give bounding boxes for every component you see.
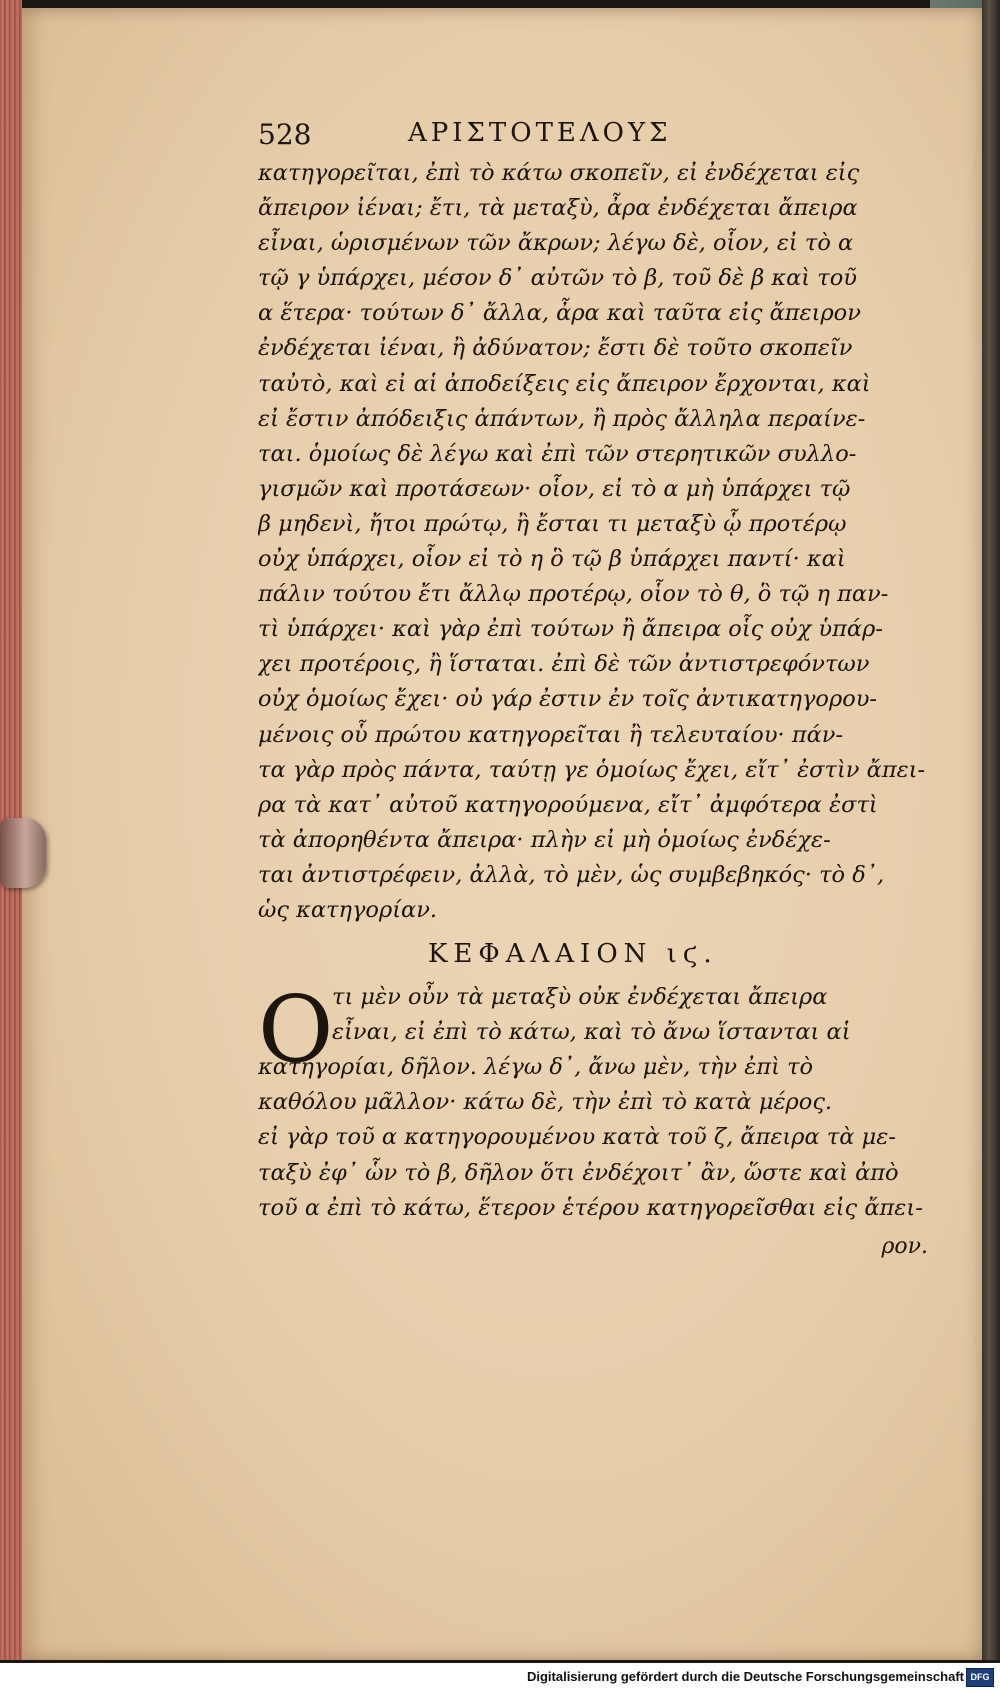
body-line: β μηδενὶ, ἤτοι πρώτῳ, ἢ ἔσται τι μεταξὺ ᾧ προτέρῳ: [258, 510, 847, 537]
body-line: μένοις οὗ πρώτου κατηγορεῖται ἢ τελευταίου· πάν-: [258, 721, 844, 748]
body-line: τὰ ἀπορηθέντα ἄπειρα· πλὴν εἰ μὴ ὁμοίως ἐνδέχε-: [258, 826, 831, 853]
body-line: τὶ ὑπάρχει· καὶ γὰρ ἐπὶ τούτων ἢ ἄπειρα οἷς οὐχ ὑπάρ-: [258, 616, 883, 643]
body-line: α ἕτερα· τούτων δ᾽ ἄλλα, ἆρα καὶ ταῦτα εἰς ἄπειρον: [258, 300, 861, 327]
body-line: τῷ γ ὑπάρχει, μέσον δ᾽ αὐτῶν τὸ β, τοῦ δὲ β καὶ τοῦ: [258, 265, 857, 292]
book-clasp: [0, 818, 46, 888]
dfg-logo-icon: DFG: [966, 1668, 994, 1687]
body-line: οὐχ ὑπάρχει, οἷον εἰ τὸ η ὃ τῷ β ὑπάρχει παντί· καὶ: [258, 546, 846, 573]
page-number: 528: [258, 118, 312, 151]
chapter-heading: ΚΕΦΑΛΑΙΟΝ ιϛ.: [428, 939, 718, 970]
funding-credit: Digitalisierung gefördert durch die Deutsche Forschungsgemeinschaft: [526, 1669, 964, 1684]
running-title: ΑΡΙΣΤΟΤΕΛΟΥΣ: [408, 118, 672, 148]
body-line: εἶναι, εἰ ἐπὶ τὸ κάτω, καὶ τὸ ἄνω ἵστανται αἱ: [332, 1019, 851, 1046]
body-line: ται. ὁμοίως δὲ λέγω καὶ ἐπὶ τῶν στερητικῶν συλλο-: [258, 440, 857, 467]
body-line: χει προτέροις, ἢ ἵσταται. ἐπὶ δὲ τῶν ἀντιστρεφόντων: [258, 651, 870, 678]
body-line: τι μὲν οὖν τὰ μεταξὺ οὐκ ἐνδέχεται ἄπειρα: [332, 984, 828, 1011]
body-line: ται ἀντιστρέφειν, ἀλλὰ, τὸ μὲν, ὡς συμβεβηκός· τὸ δ᾽,: [258, 861, 885, 888]
catchword: ρον.: [881, 1233, 928, 1259]
body-line: ἐνδέχεται ἰέναι, ἢ ἀδύνατον; ἔστι δὲ τοῦτο σκοπεῖν: [258, 335, 853, 362]
body-line: ἄπειρον ἰέναι; ἔτι, τὰ μεταξὺ, ἆρα ἐνδέχεται ἄπειρα: [258, 195, 858, 222]
body-line: ρα τὰ κατ᾽ αὐτοῦ κατηγορούμενα, εἴτ᾽ ἀμφότερα ἐστὶ: [258, 791, 878, 818]
body-line: εἶναι, ὡρισμένων τῶν ἄκρων; λέγω δὲ, οἷον, εἰ τὸ α: [258, 230, 854, 257]
body-line: οὐχ ὁμοίως ἔχει· οὐ γάρ ἐστιν ἐν τοῖς ἀντικατηγορου-: [258, 686, 878, 713]
body-line: καθόλου μᾶλλον· κάτω δὲ, τὴν ἐπὶ τὸ κατὰ μέρος.: [258, 1089, 833, 1116]
page-gutter-edge: [982, 0, 1000, 1660]
body-text: [258, 156, 948, 928]
drop-cap-initial: Ο: [258, 976, 334, 1084]
body-line: εἰ γὰρ τοῦ α κατηγορουμένου κατὰ τοῦ ζ, ἄπειρα τὰ με-: [258, 1124, 896, 1151]
body-line: ὡς κατηγορίαν.: [258, 896, 438, 923]
body-line: κατηγορίαι, δῆλον. λέγω δ᾽, ἄνω μὲν, τὴν ἐπὶ τὸ: [258, 1054, 814, 1081]
body-line: ταξὺ ἐφ᾽ ὧν τὸ β, δῆλον ὅτι ἐνδέχοιτ᾽ ἂν, ὥστε καὶ ἀπὸ: [258, 1159, 899, 1186]
body-line: τοῦ α ἐπὶ τὸ κάτω, ἕτερον ἑτέρου κατηγορεῖσθαι εἰς ἄπει-: [258, 1194, 923, 1221]
running-head: [258, 112, 948, 156]
body-line: γισμῶν καὶ προτάσεων· οἷον, εἰ τὸ α μὴ ὑπάρχει τῷ: [258, 475, 851, 502]
body-line: εἰ ἔστιν ἀπόδειξις ἁπάντων, ἢ πρὸς ἄλληλα περαίνε-: [258, 405, 866, 432]
body-line: τα γὰρ πρὸς πάντα, ταύτῃ γε ὁμοίως ἔχει, εἴτ᾽ ἐστὶν ἄπει-: [258, 756, 926, 783]
footer-bar: [0, 1663, 1000, 1692]
body-line: πάλιν τούτου ἔτι ἄλλῳ προτέρῳ, οἷον τὸ θ, ὃ τῷ η παν-: [258, 581, 889, 608]
body-line: κατηγορεῖται, ἐπὶ τὸ κάτω σκοπεῖν, εἰ ἐνδέχεται εἰς: [258, 160, 860, 186]
body-line: ταὐτὸ, καὶ εἰ αἱ ἀποδείξεις εἰς ἄπειρον ἔρχονται, καὶ: [258, 370, 871, 397]
text-block: [258, 112, 948, 1259]
